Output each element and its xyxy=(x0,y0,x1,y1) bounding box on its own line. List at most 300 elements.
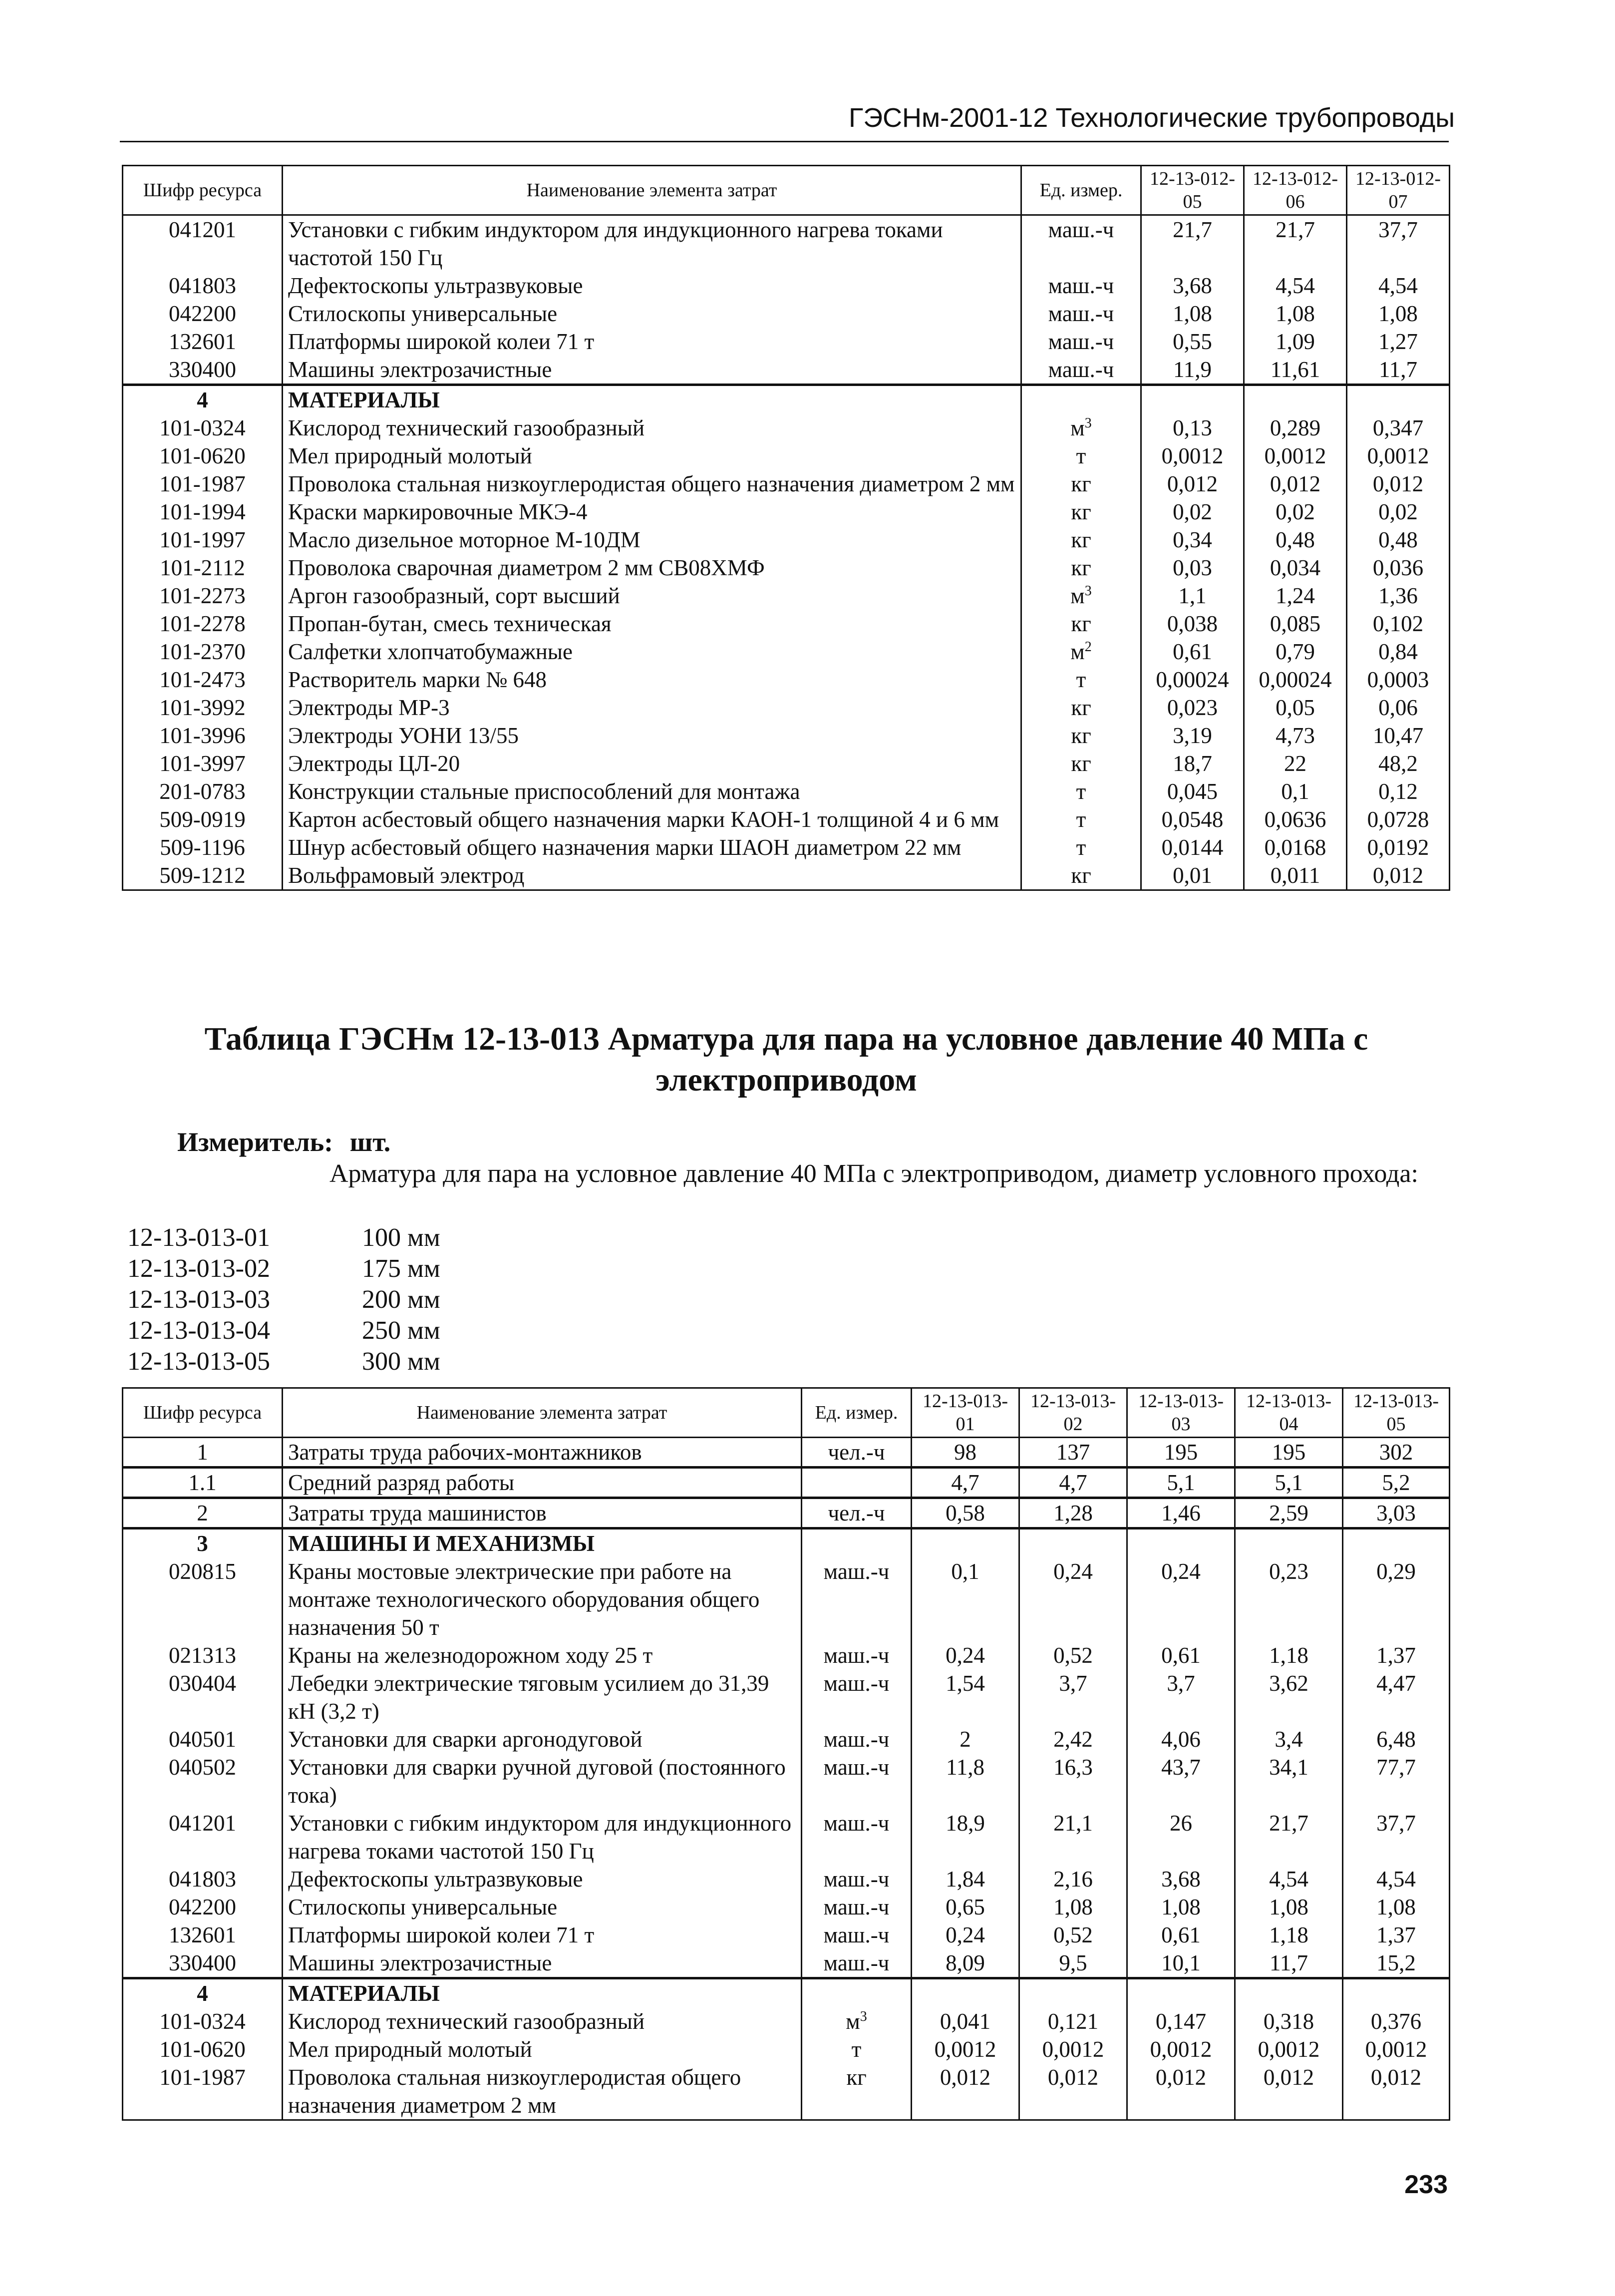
resource-code: 030404 xyxy=(123,1669,283,1725)
column-header: Наименование элемента затрат xyxy=(283,166,1021,215)
table-row xyxy=(123,414,1450,442)
table-row xyxy=(123,1893,1450,1921)
table-body xyxy=(123,1438,1450,2120)
value-cell: 0,84 xyxy=(1347,638,1450,666)
unit-cell xyxy=(802,2063,912,2120)
value-cell: 0,0012 xyxy=(912,2035,1019,2063)
table-row xyxy=(123,526,1450,554)
table-row xyxy=(123,1669,1450,1725)
section-row xyxy=(123,1978,1450,2008)
table-header-row xyxy=(123,166,1450,215)
value-cell: 195 xyxy=(1127,1438,1235,1468)
value-cell: 0,034 xyxy=(1244,554,1347,582)
value-cell: 16,3 xyxy=(1019,1753,1127,1809)
unit-value: кг xyxy=(1071,751,1091,776)
unit-exponent: 3 xyxy=(1084,583,1092,599)
table-row xyxy=(123,1557,1450,1641)
column-header: 12-13-012-07 xyxy=(1347,166,1450,215)
value-cell: 22 xyxy=(1244,750,1347,777)
meter-label: Измеритель: xyxy=(177,1127,333,1157)
value-cell: 8,09 xyxy=(912,1949,1019,1978)
value-cell: 4,47 xyxy=(1343,1669,1450,1725)
value-cell: 1,08 xyxy=(1141,300,1244,328)
value-cell: 0,012 xyxy=(1343,2063,1450,2120)
resource-name: Платформы широкой колеи 71 т xyxy=(283,328,1021,356)
column-header: 12-13-013-01 xyxy=(912,1388,1019,1438)
table-row xyxy=(123,1641,1450,1669)
table-row xyxy=(123,1865,1450,1893)
resource-name: Салфетки хлопчатобумажные xyxy=(283,638,1021,666)
value-cell: 98 xyxy=(912,1438,1019,1468)
section-row xyxy=(123,385,1450,414)
resource-name: Стилоскопы универсальные xyxy=(283,1893,802,1921)
unit-value: маш.-ч xyxy=(823,1727,890,1752)
resource-code: 330400 xyxy=(123,1949,283,1978)
unit-value: чел.-ч xyxy=(828,1501,885,1526)
resource-code: 101-0324 xyxy=(123,414,283,442)
resource-name: Электроды УОНИ 13/55 xyxy=(283,722,1021,750)
unit-value: м xyxy=(1070,415,1085,440)
value-cell: 26 xyxy=(1127,1809,1235,1865)
table-row xyxy=(123,1438,1450,1468)
value-cell: 0,0548 xyxy=(1141,805,1244,833)
resource-table-12-13-013 xyxy=(122,1387,1450,2121)
unit-exponent: 2 xyxy=(1084,639,1092,655)
value-cell: 0,79 xyxy=(1244,638,1347,666)
unit-value: маш.-ч xyxy=(823,1559,890,1584)
resource-name: Электроды МР-3 xyxy=(283,694,1021,722)
unit-value: маш.-ч xyxy=(823,1755,890,1780)
value-cell: 0,06 xyxy=(1347,694,1450,722)
table-row xyxy=(123,2007,1450,2035)
value-cell: 3,68 xyxy=(1127,1865,1235,1893)
resource-name: Растворитель марки № 648 xyxy=(283,666,1021,694)
unit-cell xyxy=(802,1468,912,1498)
resource-code: 101-3992 xyxy=(123,694,283,722)
table-row xyxy=(123,833,1450,861)
value-cell: 0,24 xyxy=(1127,1557,1235,1641)
value-cell: 0,03 xyxy=(1141,554,1244,582)
value-cell: 0,012 xyxy=(1244,470,1347,498)
value-cell: 1,24 xyxy=(1244,582,1347,610)
resource-name: Машины электрозачистные xyxy=(283,1949,802,1978)
value-cell: 0,29 xyxy=(1343,1557,1450,1641)
value-cell: 0,24 xyxy=(1019,1557,1127,1641)
column-header: Шифр ресурса xyxy=(123,166,283,215)
value-cell: 0,24 xyxy=(912,1641,1019,1669)
table-header-row xyxy=(123,1388,1450,1438)
variant-row xyxy=(127,1284,512,1315)
unit-value: т xyxy=(1076,667,1086,692)
value-cell: 1,08 xyxy=(1343,1893,1450,1921)
value-cell: 77,7 xyxy=(1343,1753,1450,1809)
unit-value: кг xyxy=(1071,695,1091,720)
value-cell: 0,012 xyxy=(1127,2063,1235,2120)
value-cell: 0,1 xyxy=(912,1557,1019,1641)
value-cell: 10,47 xyxy=(1347,722,1450,750)
value-cell: 21,7 xyxy=(1141,215,1244,272)
variant-list xyxy=(127,1222,512,1377)
unit-cell xyxy=(1021,610,1141,638)
unit-cell xyxy=(802,1641,912,1669)
value-cell: 2,16 xyxy=(1019,1865,1127,1893)
unit-cell xyxy=(802,1669,912,1725)
value-cell: 6,48 xyxy=(1343,1725,1450,1753)
unit-cell xyxy=(802,1921,912,1949)
value-cell: 0,0012 xyxy=(1127,2035,1235,2063)
unit-cell xyxy=(1021,805,1141,833)
section-name: МАТЕРИАЛЫ xyxy=(283,385,1021,414)
unit-cell xyxy=(1021,638,1141,666)
section-code: 4 xyxy=(123,385,283,414)
value-cell: 1,28 xyxy=(1019,1498,1127,1529)
resource-code: 041803 xyxy=(123,272,283,300)
value-cell: 0,48 xyxy=(1347,526,1450,554)
variant-size: 200 мм xyxy=(362,1285,440,1314)
unit-cell xyxy=(802,1438,912,1468)
table-row xyxy=(123,1498,1450,1529)
resource-name: Проволока стальная низкоуглеродистая общего назначения диаметром 2 мм xyxy=(283,470,1021,498)
resource-name: Краны мостовые электрические при работе на монтаже технологического оборудования общего назначения 50 т xyxy=(283,1557,802,1641)
unit-cell xyxy=(1021,300,1141,328)
value-cell: 11,8 xyxy=(912,1753,1019,1809)
resource-code: 101-2278 xyxy=(123,610,283,638)
table-row xyxy=(123,610,1450,638)
unit-value: маш.-ч xyxy=(823,1950,890,1975)
unit-value: чел.-ч xyxy=(828,1440,885,1465)
value-cell: 10,1 xyxy=(1127,1949,1235,1978)
unit-cell xyxy=(1021,272,1141,300)
resource-code: 042200 xyxy=(123,1893,283,1921)
table-row xyxy=(123,1753,1450,1809)
value-cell: 1,46 xyxy=(1127,1498,1235,1529)
resource-name: Шнур асбестовый общего назначения марки ШАОН диаметром 22 мм xyxy=(283,833,1021,861)
value-cell: 0,00024 xyxy=(1244,666,1347,694)
value-cell: 4,7 xyxy=(1019,1468,1127,1498)
table-row xyxy=(123,2035,1450,2063)
resource-name: Масло дизельное моторное М-10ДМ xyxy=(283,526,1021,554)
value-cell: 0,012 xyxy=(1347,470,1450,498)
variant-code: 12-13-013-04 xyxy=(127,1316,270,1345)
unit-cell xyxy=(802,2007,912,2035)
unit-value: кг xyxy=(1071,611,1091,636)
value-cell: 0,0012 xyxy=(1235,2035,1343,2063)
value-cell: 1,08 xyxy=(1127,1893,1235,1921)
resource-code: 021313 xyxy=(123,1641,283,1669)
resource-name: Установки для сварки ручной дуговой (постоянного тока) xyxy=(283,1753,802,1809)
resource-code: 041201 xyxy=(123,1809,283,1865)
value-cell: 1,08 xyxy=(1244,300,1347,328)
variant-row xyxy=(127,1315,512,1346)
resource-name: Платформы широкой колеи 71 т xyxy=(283,1921,802,1949)
empty-cell xyxy=(1235,1978,1343,2008)
value-cell: 0,0636 xyxy=(1244,805,1347,833)
column-header: Ед. измер. xyxy=(1021,166,1141,215)
value-cell: 0,0144 xyxy=(1141,833,1244,861)
value-cell: 1,36 xyxy=(1347,582,1450,610)
value-cell: 0,02 xyxy=(1244,498,1347,526)
resource-name: Средний разряд работы xyxy=(283,1468,802,1498)
value-cell: 3,68 xyxy=(1141,272,1244,300)
unit-value: т xyxy=(1076,807,1086,832)
table-row xyxy=(123,1809,1450,1865)
table-row xyxy=(123,272,1450,300)
value-cell: 21,1 xyxy=(1019,1809,1127,1865)
empty-cell xyxy=(1343,1529,1450,1558)
table-row xyxy=(123,215,1450,272)
value-cell: 18,7 xyxy=(1141,750,1244,777)
variant-code: 12-13-013-05 xyxy=(127,1347,270,1376)
value-cell: 9,5 xyxy=(1019,1949,1127,1978)
variant-size: 300 мм xyxy=(362,1347,440,1376)
resource-name: Кислород технический газообразный xyxy=(283,414,1021,442)
section-code: 4 xyxy=(123,1978,283,2008)
value-cell: 37,7 xyxy=(1347,215,1450,272)
value-cell: 0,0003 xyxy=(1347,666,1450,694)
value-cell: 48,2 xyxy=(1347,750,1450,777)
resource-name: Краны на железнодорожном ходу 25 т xyxy=(283,1641,802,1669)
value-cell: 0,65 xyxy=(912,1893,1019,1921)
value-cell: 0,0728 xyxy=(1347,805,1450,833)
variant-row xyxy=(127,1346,512,1377)
value-cell: 0,012 xyxy=(1347,861,1450,890)
unit-value: кг xyxy=(1071,499,1091,524)
resource-code: 101-1987 xyxy=(123,470,283,498)
resource-code: 509-1212 xyxy=(123,861,283,890)
empty-cell xyxy=(1347,385,1450,414)
empty-cell xyxy=(1019,1529,1127,1558)
resource-code: 101-2370 xyxy=(123,638,283,666)
resource-name: Вольфрамовый электрод xyxy=(283,861,1021,890)
value-cell: 4,7 xyxy=(912,1468,1019,1498)
value-cell: 2,59 xyxy=(1235,1498,1343,1529)
resource-name: Проволока стальная низкоуглеродистая общего назначения диаметром 2 мм xyxy=(283,2063,802,2120)
table-row xyxy=(123,777,1450,805)
resource-name: Установки для сварки аргонодуговой xyxy=(283,1725,802,1753)
value-cell: 4,73 xyxy=(1244,722,1347,750)
empty-cell xyxy=(1019,1978,1127,2008)
resource-code: 1.1 xyxy=(123,1468,283,1498)
value-cell: 0,085 xyxy=(1244,610,1347,638)
value-cell: 1,54 xyxy=(912,1669,1019,1725)
table-row xyxy=(123,328,1450,356)
value-cell: 3,4 xyxy=(1235,1725,1343,1753)
resource-name: Проволока сварочная диаметром 2 мм СВ08ХМФ xyxy=(283,554,1021,582)
table-title: Таблица ГЭСНм 12-13-013 Арматура для пара на условное давление 40 МПа с электроприводом xyxy=(204,1021,1368,1098)
meter-unit: шт. xyxy=(349,1127,391,1157)
table-row xyxy=(123,582,1450,610)
unit-value: маш.-ч xyxy=(1048,301,1114,326)
value-cell: 1,84 xyxy=(912,1865,1019,1893)
empty-cell xyxy=(1235,1529,1343,1558)
value-cell: 0,55 xyxy=(1141,328,1244,356)
table-row xyxy=(123,750,1450,777)
unit-value: м xyxy=(1070,583,1085,608)
unit-cell xyxy=(1021,750,1141,777)
column-header: Шифр ресурса xyxy=(123,1388,283,1438)
resource-code: 132601 xyxy=(123,328,283,356)
value-cell: 11,7 xyxy=(1235,1949,1343,1978)
resource-code: 041803 xyxy=(123,1865,283,1893)
resource-name: Установки с гибким индуктором для индукционного нагрева токами частотой 150 Гц xyxy=(283,215,1021,272)
value-cell: 1,37 xyxy=(1343,1921,1450,1949)
resource-name: Кислород технический газообразный xyxy=(283,2007,802,2035)
unit-cell xyxy=(802,1557,912,1641)
table-row xyxy=(123,1725,1450,1753)
value-cell: 0,01 xyxy=(1141,861,1244,890)
unit-value: маш.-ч xyxy=(823,1922,890,1947)
resource-code: 330400 xyxy=(123,356,283,385)
table-body xyxy=(123,215,1450,890)
unit-cell xyxy=(1021,554,1141,582)
resource-name: Дефектоскопы ультразвуковые xyxy=(283,1865,802,1893)
column-header: 12-13-013-04 xyxy=(1235,1388,1343,1438)
value-cell: 0,0012 xyxy=(1141,442,1244,470)
resource-code: 132601 xyxy=(123,1921,283,1949)
unit-value: маш.-ч xyxy=(1048,217,1114,242)
unit-value: маш.-ч xyxy=(823,1643,890,1668)
resource-name: Машины электрозачистные xyxy=(283,356,1021,385)
empty-cell xyxy=(1127,1978,1235,2008)
unit-value: маш.-ч xyxy=(1048,273,1114,298)
resource-code: 101-1994 xyxy=(123,498,283,526)
empty-cell xyxy=(1244,385,1347,414)
table-row xyxy=(123,2063,1450,2120)
value-cell: 302 xyxy=(1343,1438,1450,1468)
resource-code: 101-2473 xyxy=(123,666,283,694)
value-cell: 37,7 xyxy=(1343,1809,1450,1865)
resource-table-12-13-012 xyxy=(122,165,1450,891)
value-cell: 0,48 xyxy=(1244,526,1347,554)
section-row xyxy=(123,1529,1450,1558)
value-cell: 3,62 xyxy=(1235,1669,1343,1725)
value-cell: 11,61 xyxy=(1244,356,1347,385)
empty-cell xyxy=(1141,385,1244,414)
value-cell: 0,0168 xyxy=(1244,833,1347,861)
table-row xyxy=(123,722,1450,750)
resource-name: Аргон газообразный, сорт высший xyxy=(283,582,1021,610)
value-cell: 0,012 xyxy=(1019,2063,1127,2120)
value-cell: 1,1 xyxy=(1141,582,1244,610)
value-cell: 0,289 xyxy=(1244,414,1347,442)
table-row xyxy=(123,470,1450,498)
value-cell: 0,52 xyxy=(1019,1921,1127,1949)
value-cell: 0,036 xyxy=(1347,554,1450,582)
empty-cell xyxy=(802,1529,912,1558)
column-header: 12-13-013-03 xyxy=(1127,1388,1235,1438)
value-cell: 0,045 xyxy=(1141,777,1244,805)
unit-cell xyxy=(1021,861,1141,890)
table-row xyxy=(123,694,1450,722)
value-cell: 1,18 xyxy=(1235,1921,1343,1949)
column-header: Наименование элемента затрат xyxy=(283,1388,802,1438)
value-cell: 195 xyxy=(1235,1438,1343,1468)
value-cell: 3,7 xyxy=(1127,1669,1235,1725)
value-cell: 0,347 xyxy=(1347,414,1450,442)
resource-code: 101-3996 xyxy=(123,722,283,750)
value-cell: 0,23 xyxy=(1235,1557,1343,1641)
value-cell: 2 xyxy=(912,1725,1019,1753)
unit-value: т xyxy=(1076,779,1086,804)
table-row xyxy=(123,805,1450,833)
table-row xyxy=(123,442,1450,470)
resource-code: 042200 xyxy=(123,300,283,328)
value-cell: 18,9 xyxy=(912,1809,1019,1865)
unit-cell xyxy=(1021,833,1141,861)
header-rule xyxy=(120,141,1449,142)
unit-cell xyxy=(802,1949,912,1978)
value-cell: 0,012 xyxy=(1141,470,1244,498)
value-cell: 0,011 xyxy=(1244,861,1347,890)
value-cell: 1,09 xyxy=(1244,328,1347,356)
unit-cell xyxy=(1021,582,1141,610)
value-cell: 0,0192 xyxy=(1347,833,1450,861)
value-cell: 0,02 xyxy=(1141,498,1244,526)
value-cell: 0,12 xyxy=(1347,777,1450,805)
value-cell: 0,0012 xyxy=(1244,442,1347,470)
empty-cell xyxy=(1021,385,1141,414)
empty-cell xyxy=(1127,1529,1235,1558)
value-cell: 15,2 xyxy=(1343,1949,1450,1978)
value-cell: 0,1 xyxy=(1244,777,1347,805)
value-cell: 4,54 xyxy=(1235,1865,1343,1893)
unit-cell xyxy=(1021,666,1141,694)
unit-value: т xyxy=(851,2037,862,2062)
resource-name: Конструкции стальные приспособлений для монтажа xyxy=(283,777,1021,805)
meter-line xyxy=(177,1127,390,1157)
unit-cell xyxy=(802,1865,912,1893)
resource-code: 040502 xyxy=(123,1753,283,1809)
unit-cell xyxy=(1021,722,1141,750)
value-cell: 0,102 xyxy=(1347,610,1450,638)
value-cell: 0,13 xyxy=(1141,414,1244,442)
unit-value: кг xyxy=(1071,723,1091,748)
column-header: 12-13-012-06 xyxy=(1244,166,1347,215)
value-cell: 0,02 xyxy=(1347,498,1450,526)
resource-code: 1 xyxy=(123,1438,283,1468)
resource-code: 101-2273 xyxy=(123,582,283,610)
table-row xyxy=(123,1468,1450,1498)
variant-code: 12-13-013-03 xyxy=(127,1285,270,1314)
column-header: 12-13-013-05 xyxy=(1343,1388,1450,1438)
unit-exponent: 3 xyxy=(860,2009,867,2024)
unit-cell xyxy=(802,1753,912,1809)
resource-name: Стилоскопы универсальные xyxy=(283,300,1021,328)
value-cell: 0,318 xyxy=(1235,2007,1343,2035)
value-cell: 1,18 xyxy=(1235,1641,1343,1669)
table-row xyxy=(123,498,1450,526)
variant-code: 12-13-013-01 xyxy=(127,1223,270,1252)
resource-name: Установки с гибким индуктором для индукционного нагрева токами частотой 150 Гц xyxy=(283,1809,802,1865)
value-cell: 0,61 xyxy=(1127,1641,1235,1669)
resource-name: Мел природный молотый xyxy=(283,2035,802,2063)
value-cell: 5,1 xyxy=(1235,1468,1343,1498)
unit-value: маш.-ч xyxy=(823,1867,890,1892)
unit-value: кг xyxy=(846,2065,867,2090)
column-header: Ед. измер. xyxy=(802,1388,912,1438)
unit-cell xyxy=(1021,694,1141,722)
unit-value: кг xyxy=(1071,471,1091,496)
value-cell: 0,121 xyxy=(1019,2007,1127,2035)
resource-name: Затраты труда машинистов xyxy=(283,1498,802,1529)
resource-code: 020815 xyxy=(123,1557,283,1641)
resource-code: 509-0919 xyxy=(123,805,283,833)
unit-value: кг xyxy=(1071,555,1091,580)
resource-name: Картон асбестовый общего назначения марки КАОН-1 толщиной 4 и 6 мм xyxy=(283,805,1021,833)
unit-value: м xyxy=(1070,639,1085,664)
table-description: Арматура для пара на условное давление 40 МПа с электроприводом, диаметр условного прохода: xyxy=(329,1159,1418,1188)
unit-value: маш.-ч xyxy=(823,1671,890,1696)
